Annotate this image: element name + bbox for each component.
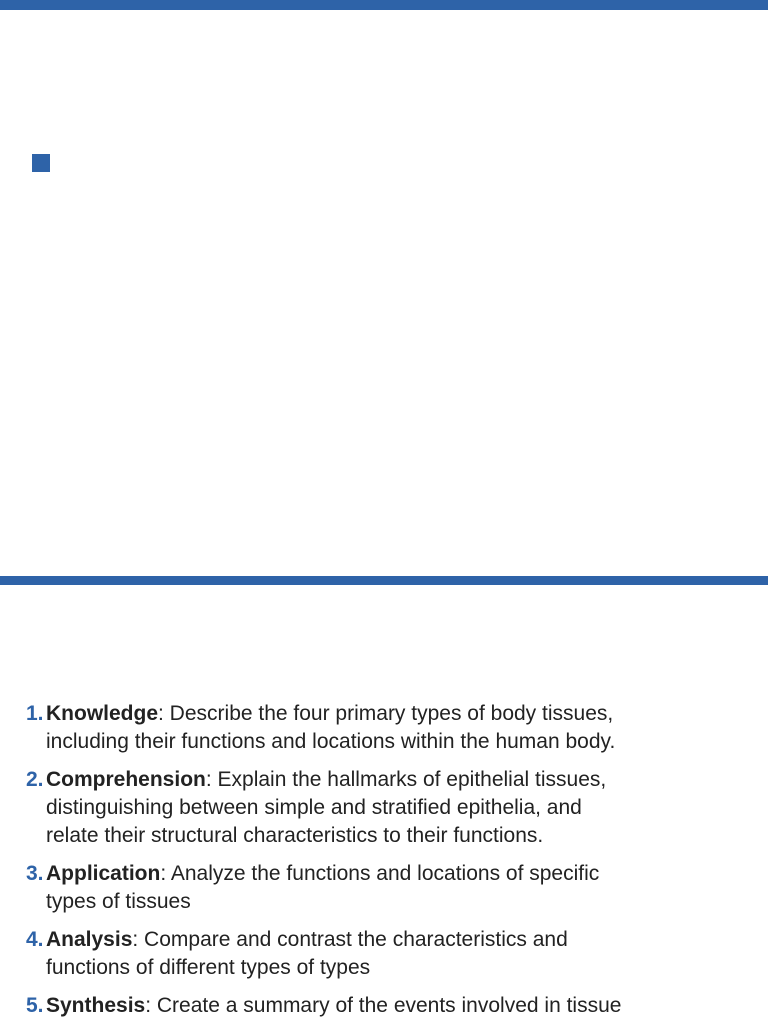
objective-description: : Create a summary of the events involved in tissue bbox=[145, 994, 622, 1017]
objective-number: 3. bbox=[26, 862, 44, 885]
objective-first-line bbox=[46, 926, 726, 954]
objective-continuation-line: relate their structural characteristics to their functions. bbox=[46, 824, 544, 847]
objective-first-line bbox=[46, 860, 726, 888]
objective-term: Comprehension bbox=[46, 768, 206, 791]
learning-objectives-list bbox=[26, 700, 726, 1024]
square-bullet-icon bbox=[32, 154, 50, 172]
objective-text bbox=[46, 992, 726, 1020]
objective-continuation-line: functions of different types of types bbox=[46, 956, 371, 979]
objective-text bbox=[46, 860, 726, 916]
section-divider-bar bbox=[0, 576, 768, 585]
objective-number: 4. bbox=[26, 928, 44, 951]
objective-number: 1. bbox=[26, 702, 44, 725]
objective-continuation-line: distinguishing between simple and stratified epithelia, and bbox=[46, 796, 582, 819]
objective-term: Application bbox=[46, 862, 161, 885]
objective-term: Synthesis bbox=[46, 994, 146, 1017]
objective-term: Analysis bbox=[46, 928, 133, 951]
objective-first-line bbox=[46, 992, 726, 1020]
objective-item bbox=[26, 700, 726, 756]
objective-continuation-line: types of tissues bbox=[46, 890, 191, 913]
objective-text bbox=[46, 926, 726, 982]
objective-item bbox=[26, 992, 726, 1020]
objective-description: : Explain the hallmarks of epithelial tissues, bbox=[205, 768, 607, 791]
objective-item bbox=[26, 766, 726, 850]
objective-first-line bbox=[46, 700, 726, 728]
objective-description: : Describe the four primary types of body tissues, bbox=[158, 702, 614, 725]
objective-description: : Analyze the functions and locations of specific bbox=[160, 862, 600, 885]
objective-term: Knowledge bbox=[46, 702, 159, 725]
objective-item bbox=[26, 926, 726, 982]
objective-number: 2. bbox=[26, 768, 44, 791]
objective-item bbox=[26, 860, 726, 916]
objective-first-line bbox=[46, 766, 726, 794]
objective-description: : Compare and contrast the characteristics and bbox=[132, 928, 568, 951]
objective-text bbox=[46, 766, 726, 850]
top-accent-bar bbox=[0, 0, 768, 10]
objective-number: 5. bbox=[26, 994, 44, 1017]
objective-text bbox=[46, 700, 726, 756]
objective-continuation-line: including their functions and locations within the human body. bbox=[46, 730, 616, 753]
